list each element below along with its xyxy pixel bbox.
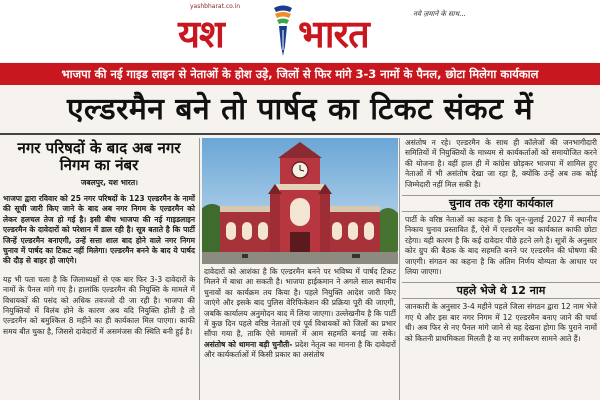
newspaper-logo bbox=[170, 4, 430, 60]
site-url[interactable]: yashbharat.co.in bbox=[190, 3, 241, 10]
left-column bbox=[0, 138, 198, 400]
main-headline: एल्डरमैन बने तो पार्षद का टिकट संकट में bbox=[66, 92, 534, 127]
masthead bbox=[0, 0, 600, 62]
fountain-pen-icon bbox=[270, 4, 296, 58]
logo-word-yash: यश bbox=[178, 11, 224, 56]
clock-tower-photo bbox=[202, 138, 398, 264]
body-paragraph: जानकारी के अनुसार 3-4 महीने पहले जिला संगठन द्वारा 12 नाम भेजे गए थे और इस बार नगर निगम में 12 एल्डरमैन बनाए जाने की चर्चा थी। अब फिर से नए पैनल मांगे जाने से यह देखना होगा कि पुराने नामों को कितनी प्राथमिकता मिलती है या नए समीकरण सामने आते हैं। bbox=[405, 302, 597, 343]
section-heading-names: पहले भेजे थे 12 नाम bbox=[402, 282, 600, 299]
strap-headline: भाजपा की नई गाइड लाइन से नेताओं के होश उड़े, जिलों से फिर मांगे 3-3 नामों के पैनल, छोटा मिलेगा कार्यकाल bbox=[0, 63, 600, 85]
section-heading-tenure: चुनाव तक रहेगा कार्यकाल bbox=[402, 195, 600, 212]
body-paragraph: पार्टी के वरिष्ठ नेताओं का कहना है कि जून-जुलाई 2027 में स्थानीय निकाय चुनाव प्रस्तावित हैं, ऐसे में एल्डरमैन का कार्यकाल काफी छोटा रहेगा। यही कारण है कि कई दावेदार पीछे हटने लगे है। सूत्रों के अनुसार कोर ग्रुप की बैठक के बाद सहमति बनने पर एल्डरमैन की घोषणा की जाएगी। संगठन का कहना है कि अंतिम निर्णय योग्यता के आधार पर लिया जाएगा। bbox=[405, 215, 597, 277]
column-divider bbox=[399, 138, 400, 400]
headline-rule bbox=[0, 133, 600, 135]
column-divider bbox=[199, 138, 200, 400]
logo-word-bharat: भारत bbox=[298, 11, 369, 56]
body-paragraph: असंतोष न रहे। एल्डरमैन के साथ ही कॉलेजों की जनभागीदारी समितियों में नियुक्तियों के माध्यम से कार्यकर्ताओं को समायोजित करने की योजना है। वहीं हाल ही में कांग्रेस छोड़कर भाजपा में शामिल हुए नेताओं में भी असंतोष देखा जा रहा है, क्योंकि उन्हें अब तक कोई जिम्मेदारी नहीं मिल सकी है। bbox=[405, 138, 597, 189]
right-column bbox=[402, 138, 600, 400]
subsection-lead: असंतोष को थामना बड़ी चुनौती- bbox=[204, 339, 293, 349]
slogan: नये ज़माने के साथ... bbox=[413, 10, 466, 18]
lead-paragraph: भाजपा द्वारा रविवार को 25 नगर परिषदों के 123 एल्डरमैन के नामों की सूची जारी किए जाने के बाद अब नगर निगम के एल्डरमैन को लेकर हलचल तेज हो गई है। इसी बीच भाजपा की नई गाइडलाइन एल्डरमैन के दावेदारों को परेशान में डाल रही है। सूत्र बताते है कि पार्टी जिन्हें एल्डरमैन बनाएगी, उन्हें सत्ता शाल बाद होने वाले नगर निगम चुनाव में पार्षद का टिकट नहीं मिलेगा। एल्डरमैन बनने के बाद ये पार्षद की दौड़ से बाहर हो जाएंगे। bbox=[3, 194, 195, 266]
body-paragraph: यह भी पता चला है कि जिलाध्यक्षों से एक बार फिर 3-3 दावेदारों के नामों के पैनल मांगे गए है। हालांकि एल्डरमैन की नियुक्ति के मामले में विधायकों की पसंद को अधिक तवज्जो दी जा रही है। भाजपा की नियुक्तियों में विलंब होने के कारण अब यदि नियुक्ति होती है तो एल्डरमैन को बमुश्किल 8 महीने का ही कार्यकाल मिल पाएगा। काफी समय बीत चुका है, जिससे दावेदारों में असमंजस की स्थिति बनी हुई है। bbox=[3, 274, 195, 336]
sub-headline: नगर परिषदों के बाद अब नगर निगम का नंबर bbox=[17, 139, 181, 174]
dateline: जबलपुर, यश भारत। bbox=[80, 178, 138, 187]
body-paragraph: दावेदारों को आशंका है कि एल्डरमैन बनने पर भविष्य में पार्षद टिकट मिलने में बाधा आ सकती है। भाजपा हाईकमान ने अगले साल स्थानीय चुनावों का कार्यक्रम तय किया है। पहले नियुक्ति आदेश जारी किए जाएंगे और इसके बाद पुलिस वेरिफिकेशन की प्रक्रिया पूरी की जाएगी, जबकि कार्यालय अनुमोदन बाद में लिया जाएगा। उल्लेखनीय है कि पार्टी में कुछ दिन पहले वरिष्ठ नेताओं एवं पूर्व विधायकों को जिलों का प्रभार सौंपा गया है, ताकि ऐसे मामलों में आम सहमति बनाई जा सके। असंतोष को थामना बड़ी चुनौती- प्रदेश नेतृत्व का मानना है कि दावेदारों और कार्यकर्ताओं में किसी प्रकार का असंतोष bbox=[204, 267, 397, 360]
middle-column bbox=[202, 138, 398, 400]
